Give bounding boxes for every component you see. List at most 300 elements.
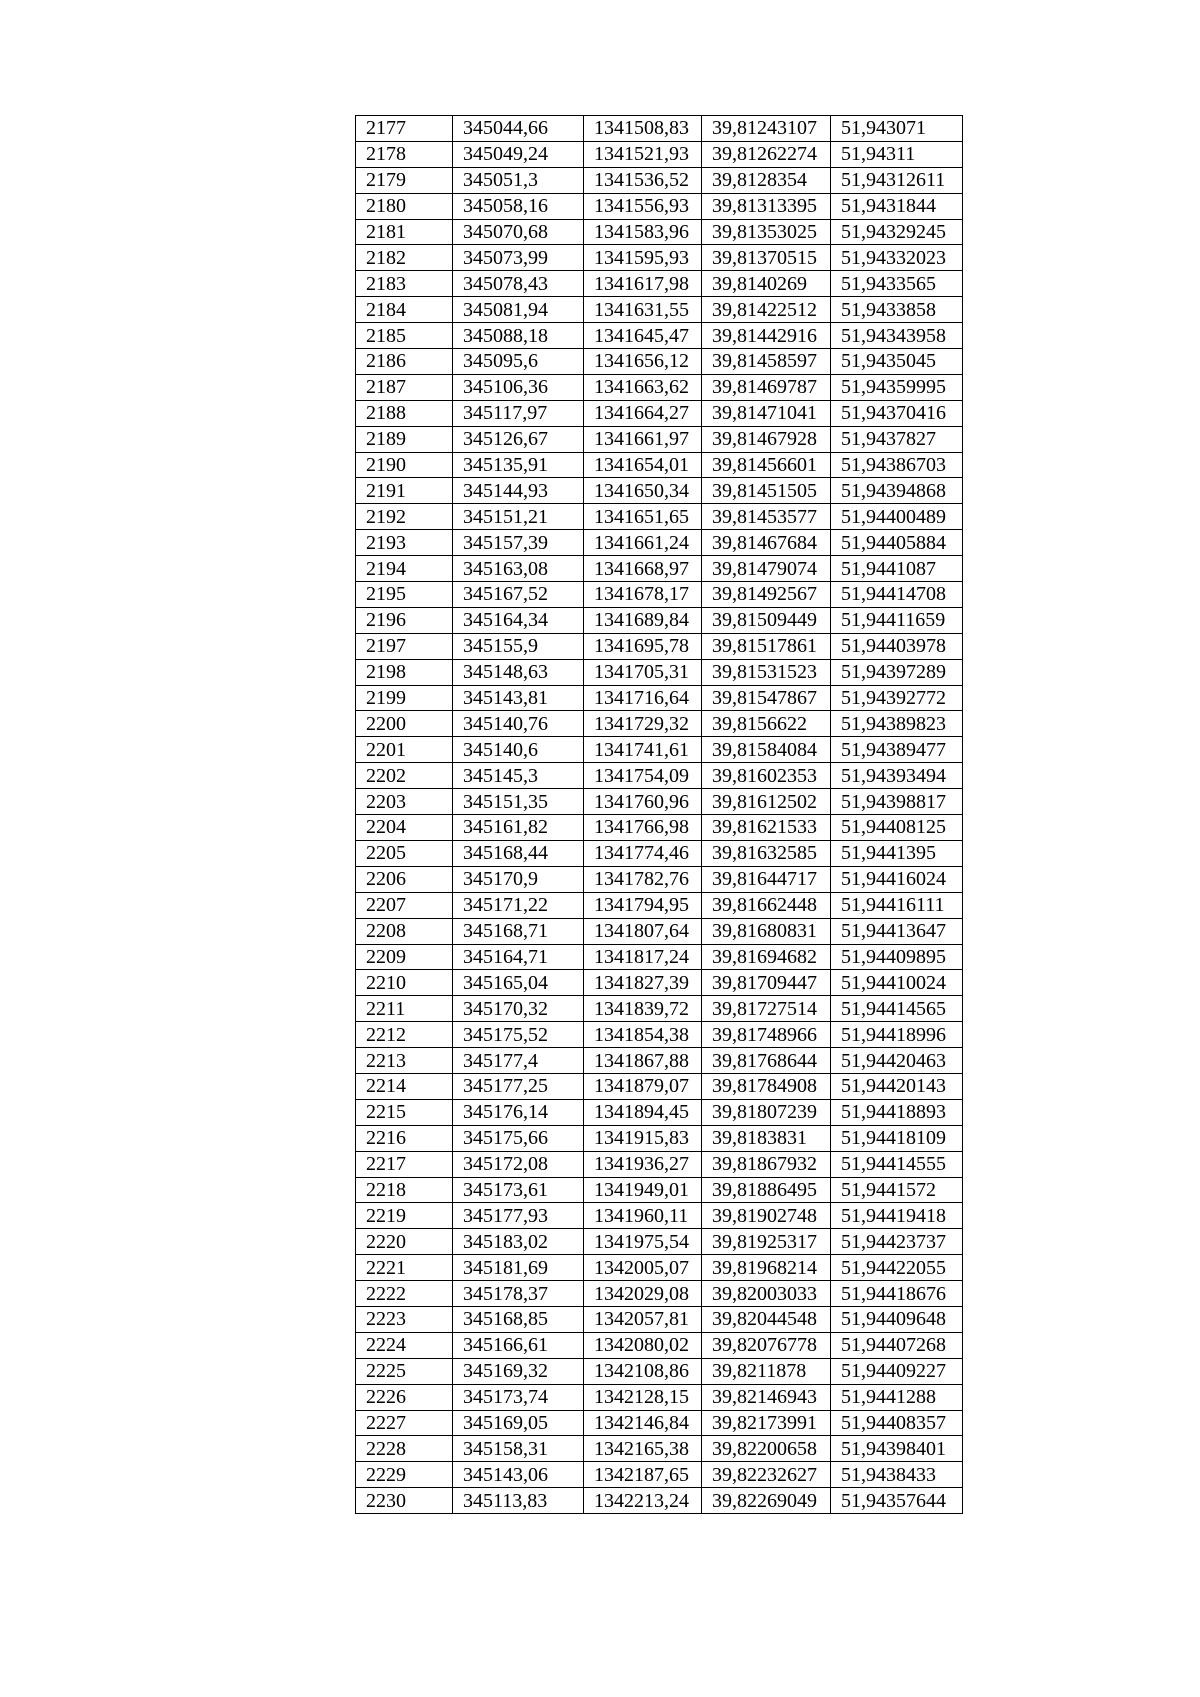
longitude-cell: 39,81467928 [702, 426, 831, 452]
longitude-cell: 39,82146943 [702, 1384, 831, 1410]
y-coordinate-cell: 1342165,38 [584, 1436, 702, 1462]
table-row [356, 1099, 963, 1125]
table-row [356, 970, 963, 996]
table-row [356, 944, 963, 970]
latitude-cell: 51,943071 [831, 116, 963, 142]
x-coordinate-cell: 345177,25 [453, 1073, 584, 1099]
y-coordinate-cell: 1341556,93 [584, 193, 702, 219]
x-coordinate-cell: 345170,9 [453, 866, 584, 892]
table-row [356, 918, 963, 944]
table-row [356, 789, 963, 815]
latitude-cell: 51,9435045 [831, 349, 963, 375]
y-coordinate-cell: 1341617,98 [584, 271, 702, 297]
table-row [356, 1022, 963, 1048]
longitude-cell: 39,8140269 [702, 271, 831, 297]
x-coordinate-cell: 345148,63 [453, 659, 584, 685]
table-row [356, 1177, 963, 1203]
longitude-cell: 39,8211878 [702, 1358, 831, 1384]
x-coordinate-cell: 345051,3 [453, 167, 584, 193]
longitude-cell: 39,82269049 [702, 1488, 831, 1514]
x-coordinate-cell: 345177,93 [453, 1203, 584, 1229]
point-number-cell: 2184 [356, 297, 453, 323]
latitude-cell: 51,9441087 [831, 556, 963, 582]
longitude-cell: 39,81902748 [702, 1203, 831, 1229]
table-row [356, 556, 963, 582]
y-coordinate-cell: 1341827,39 [584, 970, 702, 996]
longitude-cell: 39,81784908 [702, 1073, 831, 1099]
latitude-cell: 51,94418893 [831, 1099, 963, 1125]
longitude-cell: 39,81517861 [702, 633, 831, 659]
point-number-cell: 2203 [356, 789, 453, 815]
x-coordinate-cell: 345161,82 [453, 815, 584, 841]
longitude-cell: 39,81469787 [702, 374, 831, 400]
y-coordinate-cell: 1341645,47 [584, 323, 702, 349]
coordinates-table [355, 115, 963, 1514]
longitude-cell: 39,81479074 [702, 556, 831, 582]
table-row [356, 866, 963, 892]
latitude-cell: 51,94418996 [831, 1022, 963, 1048]
point-number-cell: 2180 [356, 193, 453, 219]
y-coordinate-cell: 1341949,01 [584, 1177, 702, 1203]
y-coordinate-cell: 1341936,27 [584, 1151, 702, 1177]
latitude-cell: 51,9437827 [831, 426, 963, 452]
point-number-cell: 2195 [356, 582, 453, 608]
table-row [356, 1048, 963, 1074]
latitude-cell: 51,94386703 [831, 452, 963, 478]
longitude-cell: 39,82044548 [702, 1306, 831, 1332]
table-row [356, 452, 963, 478]
y-coordinate-cell: 1341650,34 [584, 478, 702, 504]
table-row [356, 1203, 963, 1229]
longitude-cell: 39,81451505 [702, 478, 831, 504]
table-row [356, 1410, 963, 1436]
x-coordinate-cell: 345177,4 [453, 1048, 584, 1074]
table-row [356, 1332, 963, 1358]
point-number-cell: 2223 [356, 1306, 453, 1332]
table-row [356, 116, 963, 142]
y-coordinate-cell: 1341975,54 [584, 1229, 702, 1255]
longitude-cell: 39,81243107 [702, 116, 831, 142]
y-coordinate-cell: 1341817,24 [584, 944, 702, 970]
x-coordinate-cell: 345178,37 [453, 1281, 584, 1307]
longitude-cell: 39,81313395 [702, 193, 831, 219]
table-row [356, 659, 963, 685]
longitude-cell: 39,81644717 [702, 866, 831, 892]
coordinates-table-body [356, 116, 963, 1514]
x-coordinate-cell: 345151,35 [453, 789, 584, 815]
table-row [356, 478, 963, 504]
latitude-cell: 51,94414565 [831, 996, 963, 1022]
longitude-cell: 39,81612502 [702, 789, 831, 815]
point-number-cell: 2186 [356, 349, 453, 375]
y-coordinate-cell: 1341583,96 [584, 219, 702, 245]
table-row [356, 193, 963, 219]
table-row [356, 1229, 963, 1255]
y-coordinate-cell: 1341595,93 [584, 245, 702, 271]
longitude-cell: 39,81471041 [702, 400, 831, 426]
longitude-cell: 39,81422512 [702, 297, 831, 323]
latitude-cell: 51,9441288 [831, 1384, 963, 1410]
longitude-cell: 39,81807239 [702, 1099, 831, 1125]
latitude-cell: 51,94408357 [831, 1410, 963, 1436]
table-row [356, 1281, 963, 1307]
x-coordinate-cell: 345106,36 [453, 374, 584, 400]
y-coordinate-cell: 1341729,32 [584, 711, 702, 737]
table-row [356, 1306, 963, 1332]
table-row [356, 167, 963, 193]
latitude-cell: 51,9438433 [831, 1462, 963, 1488]
y-coordinate-cell: 1342187,65 [584, 1462, 702, 1488]
latitude-cell: 51,94407268 [831, 1332, 963, 1358]
x-coordinate-cell: 345158,31 [453, 1436, 584, 1462]
longitude-cell: 39,81709447 [702, 970, 831, 996]
y-coordinate-cell: 1341839,72 [584, 996, 702, 1022]
x-coordinate-cell: 345163,08 [453, 556, 584, 582]
point-number-cell: 2194 [356, 556, 453, 582]
point-number-cell: 2230 [356, 1488, 453, 1514]
x-coordinate-cell: 345168,85 [453, 1306, 584, 1332]
latitude-cell: 51,94400489 [831, 504, 963, 530]
y-coordinate-cell: 1341760,96 [584, 789, 702, 815]
point-number-cell: 2200 [356, 711, 453, 737]
x-coordinate-cell: 345073,99 [453, 245, 584, 271]
y-coordinate-cell: 1341782,76 [584, 866, 702, 892]
longitude-cell: 39,8128354 [702, 167, 831, 193]
x-coordinate-cell: 345168,71 [453, 918, 584, 944]
point-number-cell: 2204 [356, 815, 453, 841]
latitude-cell: 51,94403978 [831, 633, 963, 659]
longitude-cell: 39,81262274 [702, 141, 831, 167]
table-row [356, 1488, 963, 1514]
table-row [356, 633, 963, 659]
y-coordinate-cell: 1341807,64 [584, 918, 702, 944]
x-coordinate-cell: 345088,18 [453, 323, 584, 349]
point-number-cell: 2177 [356, 116, 453, 142]
point-number-cell: 2201 [356, 737, 453, 763]
point-number-cell: 2189 [356, 426, 453, 452]
x-coordinate-cell: 345157,39 [453, 530, 584, 556]
y-coordinate-cell: 1341651,65 [584, 504, 702, 530]
longitude-cell: 39,81531523 [702, 659, 831, 685]
latitude-cell: 51,94393494 [831, 763, 963, 789]
longitude-cell: 39,81547867 [702, 685, 831, 711]
latitude-cell: 51,94397289 [831, 659, 963, 685]
point-number-cell: 2226 [356, 1384, 453, 1410]
point-number-cell: 2187 [356, 374, 453, 400]
latitude-cell: 51,94409895 [831, 944, 963, 970]
x-coordinate-cell: 345167,52 [453, 582, 584, 608]
longitude-cell: 39,82232627 [702, 1462, 831, 1488]
latitude-cell: 51,94409648 [831, 1306, 963, 1332]
x-coordinate-cell: 345049,24 [453, 141, 584, 167]
point-number-cell: 2179 [356, 167, 453, 193]
x-coordinate-cell: 345169,32 [453, 1358, 584, 1384]
y-coordinate-cell: 1341695,78 [584, 633, 702, 659]
y-coordinate-cell: 1341663,62 [584, 374, 702, 400]
point-number-cell: 2178 [356, 141, 453, 167]
x-coordinate-cell: 345175,66 [453, 1125, 584, 1151]
table-row [356, 1255, 963, 1281]
longitude-cell: 39,81509449 [702, 607, 831, 633]
y-coordinate-cell: 1342146,84 [584, 1410, 702, 1436]
y-coordinate-cell: 1341854,38 [584, 1022, 702, 1048]
point-number-cell: 2219 [356, 1203, 453, 1229]
point-number-cell: 2192 [356, 504, 453, 530]
x-coordinate-cell: 345155,9 [453, 633, 584, 659]
table-row [356, 1358, 963, 1384]
latitude-cell: 51,94410024 [831, 970, 963, 996]
latitude-cell: 51,94394868 [831, 478, 963, 504]
point-number-cell: 2227 [356, 1410, 453, 1436]
x-coordinate-cell: 345078,43 [453, 271, 584, 297]
x-coordinate-cell: 345151,21 [453, 504, 584, 530]
y-coordinate-cell: 1341774,46 [584, 840, 702, 866]
y-coordinate-cell: 1341960,11 [584, 1203, 702, 1229]
latitude-cell: 51,94414555 [831, 1151, 963, 1177]
x-coordinate-cell: 345171,22 [453, 892, 584, 918]
table-row [356, 530, 963, 556]
point-number-cell: 2205 [356, 840, 453, 866]
point-number-cell: 2217 [356, 1151, 453, 1177]
longitude-cell: 39,8156622 [702, 711, 831, 737]
point-number-cell: 2202 [356, 763, 453, 789]
point-number-cell: 2190 [356, 452, 453, 478]
latitude-cell: 51,94418676 [831, 1281, 963, 1307]
y-coordinate-cell: 1341894,45 [584, 1099, 702, 1125]
x-coordinate-cell: 345058,16 [453, 193, 584, 219]
latitude-cell: 51,9433858 [831, 297, 963, 323]
x-coordinate-cell: 345169,05 [453, 1410, 584, 1436]
x-coordinate-cell: 345168,44 [453, 840, 584, 866]
point-number-cell: 2198 [356, 659, 453, 685]
y-coordinate-cell: 1341689,84 [584, 607, 702, 633]
table-row [356, 815, 963, 841]
table-row [356, 892, 963, 918]
x-coordinate-cell: 345135,91 [453, 452, 584, 478]
latitude-cell: 51,94332023 [831, 245, 963, 271]
x-coordinate-cell: 345117,97 [453, 400, 584, 426]
x-coordinate-cell: 345170,32 [453, 996, 584, 1022]
latitude-cell: 51,94422055 [831, 1255, 963, 1281]
point-number-cell: 2196 [356, 607, 453, 633]
latitude-cell: 51,94416111 [831, 892, 963, 918]
x-coordinate-cell: 345143,81 [453, 685, 584, 711]
point-number-cell: 2222 [356, 1281, 453, 1307]
y-coordinate-cell: 1341915,83 [584, 1125, 702, 1151]
y-coordinate-cell: 1341716,64 [584, 685, 702, 711]
y-coordinate-cell: 1341766,98 [584, 815, 702, 841]
latitude-cell: 51,94311 [831, 141, 963, 167]
table-row [356, 763, 963, 789]
table-row [356, 711, 963, 737]
x-coordinate-cell: 345126,67 [453, 426, 584, 452]
point-number-cell: 2209 [356, 944, 453, 970]
point-number-cell: 2207 [356, 892, 453, 918]
latitude-cell: 51,94420463 [831, 1048, 963, 1074]
table-row [356, 582, 963, 608]
point-number-cell: 2221 [356, 1255, 453, 1281]
table-row [356, 141, 963, 167]
y-coordinate-cell: 1341741,61 [584, 737, 702, 763]
point-number-cell: 2228 [356, 1436, 453, 1462]
x-coordinate-cell: 345175,52 [453, 1022, 584, 1048]
latitude-cell: 51,94312611 [831, 167, 963, 193]
x-coordinate-cell: 345145,3 [453, 763, 584, 789]
table-row [356, 504, 963, 530]
y-coordinate-cell: 1341654,01 [584, 452, 702, 478]
table-row [356, 374, 963, 400]
y-coordinate-cell: 1342029,08 [584, 1281, 702, 1307]
y-coordinate-cell: 1342213,24 [584, 1488, 702, 1514]
table-row [356, 607, 963, 633]
x-coordinate-cell: 345164,71 [453, 944, 584, 970]
table-row [356, 1384, 963, 1410]
table-row [356, 685, 963, 711]
longitude-cell: 39,82076778 [702, 1332, 831, 1358]
point-number-cell: 2199 [356, 685, 453, 711]
point-number-cell: 2211 [356, 996, 453, 1022]
longitude-cell: 39,81456601 [702, 452, 831, 478]
point-number-cell: 2193 [356, 530, 453, 556]
point-number-cell: 2183 [356, 271, 453, 297]
longitude-cell: 39,81727514 [702, 996, 831, 1022]
point-number-cell: 2181 [356, 219, 453, 245]
latitude-cell: 51,94359995 [831, 374, 963, 400]
point-number-cell: 2225 [356, 1358, 453, 1384]
longitude-cell: 39,81748966 [702, 1022, 831, 1048]
longitude-cell: 39,81662448 [702, 892, 831, 918]
x-coordinate-cell: 345140,76 [453, 711, 584, 737]
longitude-cell: 39,81680831 [702, 918, 831, 944]
latitude-cell: 51,94389477 [831, 737, 963, 763]
latitude-cell: 51,94420143 [831, 1073, 963, 1099]
point-number-cell: 2188 [356, 400, 453, 426]
x-coordinate-cell: 345140,6 [453, 737, 584, 763]
longitude-cell: 39,81632585 [702, 840, 831, 866]
x-coordinate-cell: 345144,93 [453, 478, 584, 504]
latitude-cell: 51,9441572 [831, 1177, 963, 1203]
x-coordinate-cell: 345113,83 [453, 1488, 584, 1514]
longitude-cell: 39,81453577 [702, 504, 831, 530]
x-coordinate-cell: 345044,66 [453, 116, 584, 142]
y-coordinate-cell: 1341867,88 [584, 1048, 702, 1074]
point-number-cell: 2206 [356, 866, 453, 892]
longitude-cell: 39,81492567 [702, 582, 831, 608]
y-coordinate-cell: 1341879,07 [584, 1073, 702, 1099]
table-row [356, 271, 963, 297]
table-row [356, 1462, 963, 1488]
y-coordinate-cell: 1341705,31 [584, 659, 702, 685]
point-number-cell: 2197 [356, 633, 453, 659]
y-coordinate-cell: 1342108,86 [584, 1358, 702, 1384]
longitude-cell: 39,82173991 [702, 1410, 831, 1436]
table-row [356, 323, 963, 349]
x-coordinate-cell: 345172,08 [453, 1151, 584, 1177]
longitude-cell: 39,81353025 [702, 219, 831, 245]
table-row [356, 737, 963, 763]
y-coordinate-cell: 1342128,15 [584, 1384, 702, 1410]
x-coordinate-cell: 345095,6 [453, 349, 584, 375]
latitude-cell: 51,94411659 [831, 607, 963, 633]
table-row [356, 245, 963, 271]
y-coordinate-cell: 1341794,95 [584, 892, 702, 918]
y-coordinate-cell: 1342080,02 [584, 1332, 702, 1358]
point-number-cell: 2216 [356, 1125, 453, 1151]
x-coordinate-cell: 345165,04 [453, 970, 584, 996]
longitude-cell: 39,81968214 [702, 1255, 831, 1281]
longitude-cell: 39,82200658 [702, 1436, 831, 1462]
x-coordinate-cell: 345081,94 [453, 297, 584, 323]
longitude-cell: 39,82003033 [702, 1281, 831, 1307]
latitude-cell: 51,94408125 [831, 815, 963, 841]
point-number-cell: 2182 [356, 245, 453, 271]
latitude-cell: 51,94389823 [831, 711, 963, 737]
longitude-cell: 39,81925317 [702, 1229, 831, 1255]
x-coordinate-cell: 345173,74 [453, 1384, 584, 1410]
latitude-cell: 51,9433565 [831, 271, 963, 297]
y-coordinate-cell: 1341631,55 [584, 297, 702, 323]
longitude-cell: 39,81467684 [702, 530, 831, 556]
longitude-cell: 39,81694682 [702, 944, 831, 970]
point-number-cell: 2210 [356, 970, 453, 996]
table-row [356, 219, 963, 245]
y-coordinate-cell: 1341536,52 [584, 167, 702, 193]
latitude-cell: 51,94398817 [831, 789, 963, 815]
y-coordinate-cell: 1341656,12 [584, 349, 702, 375]
x-coordinate-cell: 345143,06 [453, 1462, 584, 1488]
x-coordinate-cell: 345166,61 [453, 1332, 584, 1358]
longitude-cell: 39,81621533 [702, 815, 831, 841]
longitude-cell: 39,81886495 [702, 1177, 831, 1203]
longitude-cell: 39,81768644 [702, 1048, 831, 1074]
y-coordinate-cell: 1341661,97 [584, 426, 702, 452]
latitude-cell: 51,9441395 [831, 840, 963, 866]
y-coordinate-cell: 1341754,09 [584, 763, 702, 789]
latitude-cell: 51,94416024 [831, 866, 963, 892]
table-row [356, 1151, 963, 1177]
point-number-cell: 2185 [356, 323, 453, 349]
table-row [356, 840, 963, 866]
latitude-cell: 51,94398401 [831, 1436, 963, 1462]
latitude-cell: 51,94343958 [831, 323, 963, 349]
table-row [356, 297, 963, 323]
latitude-cell: 51,94405884 [831, 530, 963, 556]
y-coordinate-cell: 1341508,83 [584, 116, 702, 142]
table-row [356, 1073, 963, 1099]
latitude-cell: 51,94414708 [831, 582, 963, 608]
x-coordinate-cell: 345181,69 [453, 1255, 584, 1281]
longitude-cell: 39,8183831 [702, 1125, 831, 1151]
point-number-cell: 2224 [356, 1332, 453, 1358]
point-number-cell: 2215 [356, 1099, 453, 1125]
latitude-cell: 51,94419418 [831, 1203, 963, 1229]
longitude-cell: 39,81370515 [702, 245, 831, 271]
point-number-cell: 2218 [356, 1177, 453, 1203]
table-row [356, 426, 963, 452]
x-coordinate-cell: 345176,14 [453, 1099, 584, 1125]
y-coordinate-cell: 1341521,93 [584, 141, 702, 167]
y-coordinate-cell: 1341664,27 [584, 400, 702, 426]
table-row [356, 996, 963, 1022]
point-number-cell: 2220 [356, 1229, 453, 1255]
point-number-cell: 2208 [356, 918, 453, 944]
latitude-cell: 51,94423737 [831, 1229, 963, 1255]
point-number-cell: 2212 [356, 1022, 453, 1048]
y-coordinate-cell: 1342005,07 [584, 1255, 702, 1281]
table-row [356, 349, 963, 375]
x-coordinate-cell: 345070,68 [453, 219, 584, 245]
latitude-cell: 51,9431844 [831, 193, 963, 219]
